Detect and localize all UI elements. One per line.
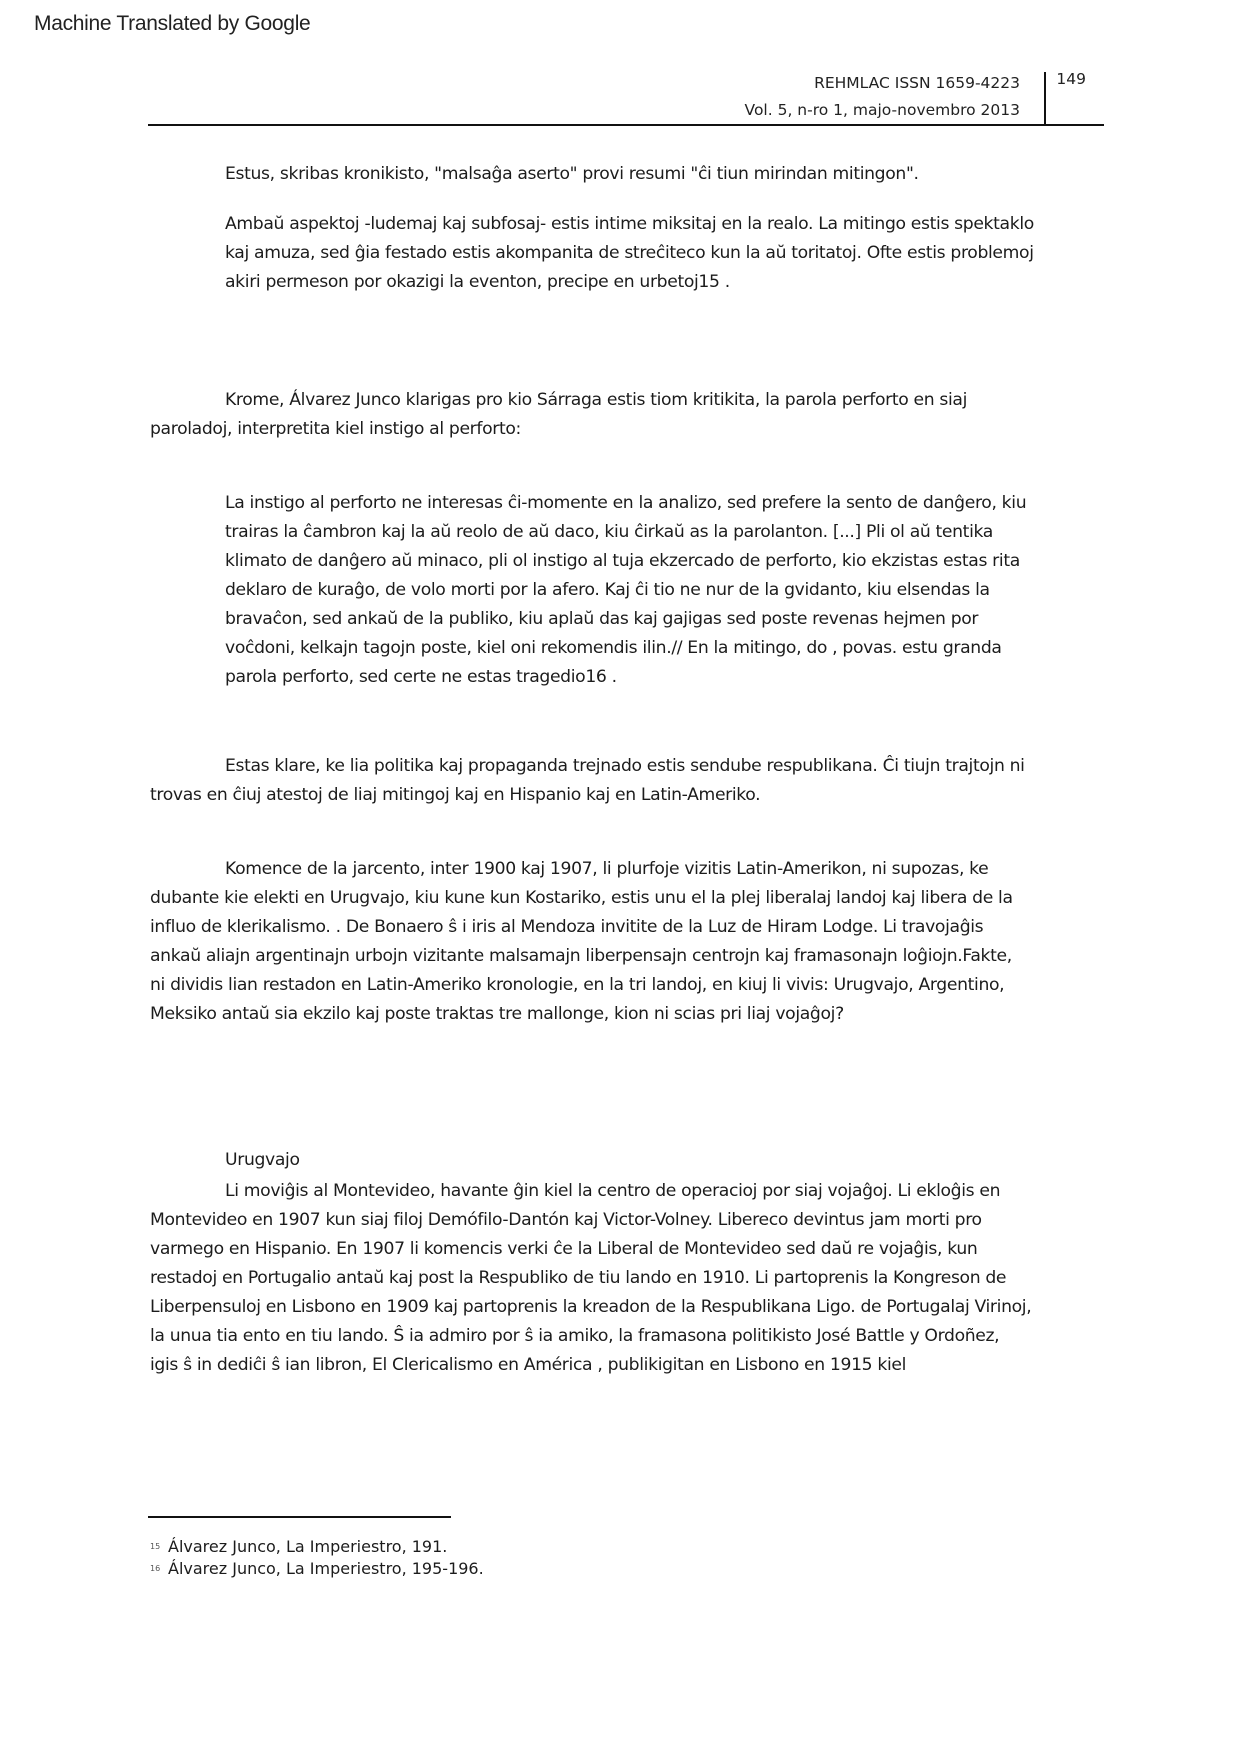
text-line: varmego en Hispanio. En 1907 li komencis verki ĉe la Liberal de Montevideo sed daŭ re vojaĝis, kun [150, 1239, 978, 1259]
text-line: Li moviĝis al Montevideo, havante ĝin kiel la centro de operacioj por siaj vojaĝoj. Li ekloĝis en [225, 1181, 1001, 1201]
footnote-mark: 16 [150, 1564, 161, 1573]
text-line: paroladoj, interpretita kiel instigo al perforto: [150, 419, 521, 439]
paragraph-5 [150, 855, 1110, 1029]
text-line: Montevideo en 1907 kun siaj filoj Demófilo-Dantón kaj Victor-Volney. Libereco devintus jam morti pro [150, 1210, 982, 1230]
text-line: akiri permeson por okazigi la eventon, precipe en urbetoj15 . [225, 272, 730, 292]
paragraph-4 [150, 752, 1110, 810]
block-quote [225, 489, 1105, 692]
text-line: Meksiko antaŭ sia ekzilo kaj poste traktas tre mallonge, kion ni scias pri liaj vojaĝoj? [150, 1004, 844, 1024]
page-number: 149 [1056, 70, 1086, 88]
paragraph-1 [225, 160, 1105, 189]
text-line: igis ŝ in dediĉi ŝ ian libron, El Clericalismo en América , publikigitan en Lisbono en 1915 kiel [150, 1355, 907, 1375]
paragraph-3 [150, 386, 1110, 444]
text-line: ankaŭ aliajn argentinajn urbojn vizitante malsamajn liberpensajn centrojn kaj framasonajn loĝiojn.Fakte, [150, 946, 1012, 966]
text-line: ni dividis lian restadon en Latin-Ameriko kronologie, en la tri landoj, en kiuj li vivis: Urugvajo, Argentino, [150, 975, 1005, 995]
text-line: restadoj en Portugalio antaŭ kaj post la Respubliko de tiu lando en 1910. Li partoprenis la Kongreson de [150, 1268, 1007, 1288]
paragraph-6 [150, 1177, 1110, 1380]
text-line: dubante kie elekti en Urugvajo, kiu kune kun Kostariko, estis unu el la plej liberalaj landoj kaj libera de la [150, 888, 1013, 908]
footnotes [150, 1536, 484, 1580]
quote-line: bravaĉon, sed ankaŭ de la publiko, kiu aplaŭ das kaj gajigas sed poste revenas hejmen por [225, 609, 979, 629]
text-line: kaj amuza, sed ĝia festado estis akompanita de streĉiteco kun la aŭ toritatoj. Ofte estis problemoj [225, 243, 1034, 263]
machine-translation-banner: Machine Translated by Google [34, 12, 311, 35]
footnote-16 [150, 1558, 484, 1580]
text-line: Estus, skribas kronikisto, "malsaĝa aserto" provi resumi "ĉi tiun mirindan mitingon". [225, 164, 919, 184]
footnote-15 [150, 1536, 484, 1558]
text-line: la unua tia ento en tiu lando. Ŝ ia admiro por ŝ ia amiko, la framasona politikisto José Battle y Ordoñez, [150, 1326, 1000, 1346]
journal-issn: REHMLAC ISSN 1659-4223 [814, 74, 1020, 92]
paragraph-2 [225, 210, 1105, 297]
journal-meta [745, 70, 1020, 124]
footnote-separator [148, 1516, 451, 1518]
quote-line: voĉdoni, kelkajn tagojn poste, kiel oni rekomendis ilin.// En la mitingo, do , povas. estu granda [225, 638, 1002, 658]
quote-line: La instigo al perforto ne interesas ĉi-momente en la analizo, sed prefere la sento de danĝero, kiu [225, 493, 1027, 513]
text-line: trovas en ĉiuj atestoj de liaj mitingoj kaj en Hispanio kaj en Latin-Ameriko. [150, 785, 761, 805]
text-line: Ambaŭ aspektoj -ludemaj kaj subfosaj- estis intime miksitaj en la realo. La mitingo estis spektaklo [225, 214, 1034, 234]
journal-issue: Vol. 5, n-ro 1, majo-novembro 2013 [744, 101, 1020, 119]
running-header [148, 68, 1104, 126]
quote-line: deklaro de kuraĝo, de volo morti por la afero. Kaj ĉi tio ne nur de la gvidanto, kiu elsendas la [225, 580, 990, 600]
header-divider [1044, 72, 1046, 124]
footnote-text: Álvarez Junco, La Imperiestro, 195-196. [168, 1559, 484, 1578]
section-heading [225, 1146, 1105, 1175]
text-line: Krome, Álvarez Junco klarigas pro kio Sárraga estis tiom kritikita, la parola perforto en siaj [225, 390, 968, 410]
quote-line: parola perforto, sed certe ne estas tragedio16 . [225, 667, 617, 687]
footnote-mark: 15 [150, 1542, 161, 1551]
text-line: influo de klerikalismo. . De Bonaero ŝ i iris al Mendoza invitite de la Luz de Hiram Lodge. Li travojaĝis [150, 917, 984, 937]
text-line: Estas klare, ke lia politika kaj propaganda trejnado estis sendube respublikana. Ĉi tiujn trajtojn ni [225, 756, 1025, 776]
quote-line: trairas la ĉambron kaj la aŭ reolo de aŭ daco, kiu ĉirkaŭ as la parolanton. [...] Pli ol aŭ tentika [225, 522, 993, 542]
text-line: Komence de la jarcento, inter 1900 kaj 1907, li plurfoje vizitis Latin-Amerikon, ni supozas, ke [225, 859, 989, 879]
section-heading-text: Urugvajo [225, 1150, 300, 1170]
text-line: Liberpensuloj en Lisbono en 1909 kaj partoprenis la kreadon de la Respublikana Ligo. de Portugalaj Virinoj, [150, 1297, 1032, 1317]
quote-line: klimato de danĝero aŭ minaco, pli ol instigo al tuja ekzercado de perforto, kio ekzistas estas rita [225, 551, 1020, 571]
footnote-text: Álvarez Junco, La Imperiestro, 191. [168, 1537, 448, 1556]
